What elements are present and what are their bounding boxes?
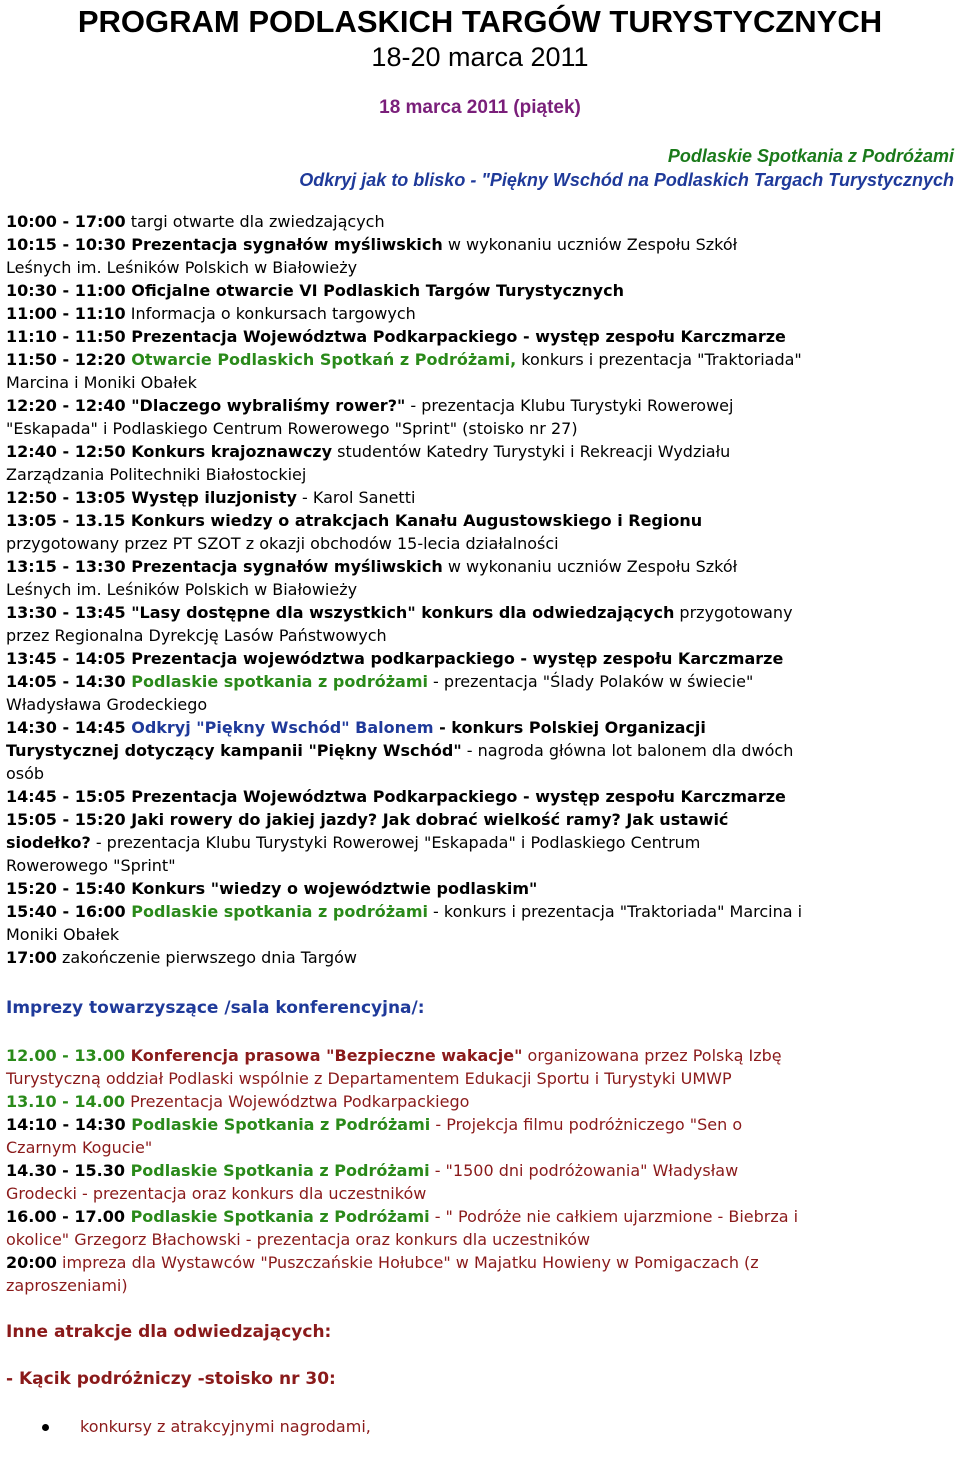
line-segment: 14:10 - 14:30 <box>6 1115 132 1134</box>
schedule-line <box>6 509 954 532</box>
schedule-line <box>6 647 954 670</box>
page-title: PROGRAM PODLASKICH TARGÓW TURYSTYCZNYCH <box>77 4 883 39</box>
line-segment: - konkurs i prezentacja "Traktoriada" Marcina i <box>427 902 803 921</box>
schedule-line <box>6 279 954 302</box>
line-segment: siodełko? <box>6 833 91 852</box>
line-segment: 11:00 - 11:10 <box>6 304 126 323</box>
line-segment: 15:40 - 16:00 <box>6 902 132 921</box>
schedule-line <box>6 486 954 509</box>
conference-line <box>6 1067 954 1090</box>
schedule-line <box>6 555 954 578</box>
schedule-line <box>6 739 954 762</box>
schedule-line <box>6 371 954 394</box>
line-segment: okolice" Grzegorz Błachowski - prezentacja oraz konkurs dla uczestników <box>6 1230 591 1249</box>
schedule-line <box>6 394 954 417</box>
line-segment: Władysława Grodeckiego <box>6 695 208 714</box>
line-segment: 14:30 - 14:45 <box>6 718 132 737</box>
schedule-list <box>6 210 954 969</box>
line-segment: - prezentacja "Ślady Polaków w świecie" <box>427 672 754 691</box>
line-segment: - konkurs Polskiej Organizacji <box>433 718 706 737</box>
line-segment: impreza dla Wystawców "Puszczańskie Hołubce" w Majatku Howieny w Pomigaczach (z <box>56 1253 759 1272</box>
schedule-line <box>6 923 954 946</box>
line-segment: Czarnym Kogucie" <box>6 1138 153 1157</box>
conference-list <box>6 1044 954 1297</box>
line-segment: 15:05 - 15:20 Jaki rowery do jakiej jazdy? Jak dobrać wielkość ramy? Jak ustawić <box>6 810 729 829</box>
line-segment: konkurs i prezentacja "Traktoriada" <box>516 350 802 369</box>
line-segment: przez Regionalna Dyrekcję Lasów Państwowych <box>6 626 387 645</box>
event-tagline: Podlaskie Spotkania z Podróżami <box>667 146 954 166</box>
conference-line <box>6 1251 954 1274</box>
line-segment: 17:00 <box>6 948 57 967</box>
schedule-line <box>6 831 954 854</box>
line-segment: Prezentacja Województwa Podkarpackiego <box>125 1092 470 1111</box>
schedule-line <box>6 716 954 739</box>
bullet-item <box>6 1415 954 1438</box>
line-segment: - " Podróże nie całkiem ujarzmione - Biebrza i <box>429 1207 799 1226</box>
line-segment: "Eskapada" i Podlaskiego Centrum Rowerowego "Sprint" (stoisko nr 27) <box>6 419 578 438</box>
line-segment: 12:40 - 12:50 Konkurs krajoznawczy <box>6 442 333 461</box>
conference-line <box>6 1274 954 1297</box>
conference-line <box>6 1182 954 1205</box>
line-segment: Turystyczną oddział Podlaski wspólnie z Departamentem Edukacji Sportu i Turystyki UMWP <box>6 1069 732 1088</box>
line-segment: 20:00 <box>6 1253 57 1272</box>
line-segment: - nagroda główna lot balonem dla dwóch <box>461 741 794 760</box>
line-segment: przygotowany <box>674 603 793 622</box>
page-subtitle: 18-20 marca 2011 <box>371 42 589 72</box>
travel-corner-heading: - Kącik podróżniczy -stoisko nr 30: <box>6 1369 336 1389</box>
line-segment: Odkryj "Piękny Wschód" Balonem <box>131 718 434 737</box>
schedule-line <box>6 210 954 233</box>
line-segment: organizowana przez Polską Izbę <box>522 1046 782 1065</box>
schedule-line <box>6 877 954 900</box>
schedule-line <box>6 440 954 463</box>
attractions-bullet-list <box>6 1415 954 1438</box>
line-segment: 15:20 - 15:40 Konkurs "wiedzy o województwie podlaskim" <box>6 879 538 898</box>
conference-heading: Imprezy towarzyszące /sala konferencyjna/: <box>6 998 425 1018</box>
line-segment: 12.00 - 13.00 <box>6 1046 131 1065</box>
line-segment: Moniki Obałek <box>6 925 120 944</box>
line-segment: - prezentacja Klubu Turystyki Rowerowej <box>405 396 734 415</box>
line-segment: 16.00 - 17.00 <box>6 1207 131 1226</box>
line-segment: 10:00 - 17:00 <box>6 212 126 231</box>
schedule-line <box>6 785 954 808</box>
line-segment: przygotowany przez PT SZOT z okazji obchodów 15-lecia działalności <box>6 534 559 553</box>
line-segment: - prezentacja Klubu Turystyki Rowerowej "Eskapada" i Podlaskiego Centrum <box>90 833 701 852</box>
line-segment: 12:50 - 13:05 Występ iluzjonisty <box>6 488 297 507</box>
conference-line <box>6 1044 954 1067</box>
line-segment: zaproszeniami) <box>6 1276 128 1295</box>
schedule-line <box>6 463 954 486</box>
line-segment: w wykonaniu uczniów Zespołu Szkół <box>442 235 738 254</box>
line-segment: 14:05 - 14:30 <box>6 672 132 691</box>
line-segment: 14:45 - 15:05 Prezentacja Województwa Podkarpackiego - występ zespołu Karczmarze <box>6 787 786 806</box>
line-segment: Podlaskie spotkania z podróżami <box>131 902 428 921</box>
line-segment: Marcina i Moniki Obałek <box>6 373 197 392</box>
conference-line <box>6 1090 954 1113</box>
line-segment: Otwarcie Podlaskich Spotkań z Podróżami, <box>131 350 517 369</box>
line-segment: - "1500 dni podróżowania" Władysław <box>429 1161 739 1180</box>
line-segment: Zarządzania Politechniki Białostockiej <box>6 465 307 484</box>
day-heading: 18 marca 2011 (piątek) <box>379 97 581 118</box>
conference-line <box>6 1205 954 1228</box>
schedule-line <box>6 417 954 440</box>
line-segment: targi otwarte dla zwiedzających <box>125 212 385 231</box>
schedule-line <box>6 762 954 785</box>
schedule-line <box>6 854 954 877</box>
schedule-line <box>6 532 954 555</box>
line-segment: w wykonaniu uczniów Zespołu Szkół <box>442 557 738 576</box>
line-segment: zakończenie pierwszego dnia Targów <box>56 948 358 967</box>
line-segment: - Karol Sanetti <box>296 488 416 507</box>
line-segment: Rowerowego "Sprint" <box>6 856 176 875</box>
line-segment: Grodecki - prezentacja oraz konkurs dla uczestników <box>6 1184 427 1203</box>
line-segment: 13:30 - 13:45 "Lasy dostępne dla wszystkich" konkurs dla odwiedzających <box>6 603 675 622</box>
line-segment: studentów Katedry Turystyki i Rekreacji Wydziału <box>332 442 731 461</box>
conference-line <box>6 1228 954 1251</box>
line-segment: Turystycznej dotyczący kampanii "Piękny Wschód" <box>6 741 462 760</box>
line-segment: 14.30 - 15.30 <box>6 1161 131 1180</box>
line-segment: Leśnych im. Leśników Polskich w Białowieży <box>6 580 358 599</box>
bullet-dot-icon <box>42 1424 49 1431</box>
schedule-line <box>6 256 954 279</box>
line-segment: 13:05 - 13.15 Konkurs wiedzy o atrakcjach Kanału Augustowskiego i Regionu <box>6 511 703 530</box>
line-segment: 10:30 - 11:00 Oficjalne otwarcie VI Podlaskich Targów Turystycznych <box>6 281 624 300</box>
conference-line <box>6 1159 954 1182</box>
schedule-line <box>6 946 954 969</box>
schedule-line <box>6 693 954 716</box>
schedule-line <box>6 325 954 348</box>
schedule-line <box>6 670 954 693</box>
line-segment: - Projekcja filmu podróżniczego "Sen o <box>430 1115 743 1134</box>
campaign-tagline: Odkryj jak to blisko - "Piękny Wschód na Podlaskich Targach Turystycznych <box>299 170 954 190</box>
schedule-line <box>6 808 954 831</box>
schedule-line <box>6 601 954 624</box>
conference-line <box>6 1113 954 1136</box>
line-segment: Konferencja prasowa "Bezpieczne wakacje" <box>130 1046 523 1065</box>
line-segment: Podlaskie spotkania z podróżami <box>131 672 428 691</box>
schedule-line <box>6 578 954 601</box>
line-segment: Podlaskie Spotkania z Podróżami <box>130 1161 430 1180</box>
line-segment: 13.10 - 14.00 <box>6 1092 125 1111</box>
line-segment: osób <box>6 764 45 783</box>
line-segment: 11:10 - 11:50 Prezentacja Województwa Podkarpackiego - występ zespołu Karczmarze <box>6 327 786 346</box>
line-segment: 12:20 - 12:40 "Dlaczego wybraliśmy rower?" <box>6 396 406 415</box>
line-segment: 10:15 - 10:30 Prezentacja sygnałów myśliwskich <box>6 235 443 254</box>
schedule-line <box>6 302 954 325</box>
other-attractions-heading: Inne atrakcje dla odwiedzających: <box>6 1322 332 1342</box>
line-segment: Informacja o konkursach targowych <box>125 304 416 323</box>
schedule-line <box>6 233 954 256</box>
conference-line <box>6 1136 954 1159</box>
schedule-line <box>6 348 954 371</box>
line-segment: 13:15 - 13:30 Prezentacja sygnałów myśliwskich <box>6 557 443 576</box>
line-segment: Leśnych im. Leśników Polskich w Białowieży <box>6 258 358 277</box>
line-segment: 13:45 - 14:05 Prezentacja województwa podkarpackiego - występ zespołu Karczmarze <box>6 649 784 668</box>
schedule-line <box>6 900 954 923</box>
line-segment: 11:50 - 12:20 <box>6 350 132 369</box>
schedule-line <box>6 624 954 647</box>
bullet-text: konkursy z atrakcyjnymi nagrodami, <box>80 1417 371 1436</box>
line-segment: Podlaskie Spotkania z Podróżami <box>131 1115 431 1134</box>
line-segment: Podlaskie Spotkania z Podróżami <box>130 1207 430 1226</box>
